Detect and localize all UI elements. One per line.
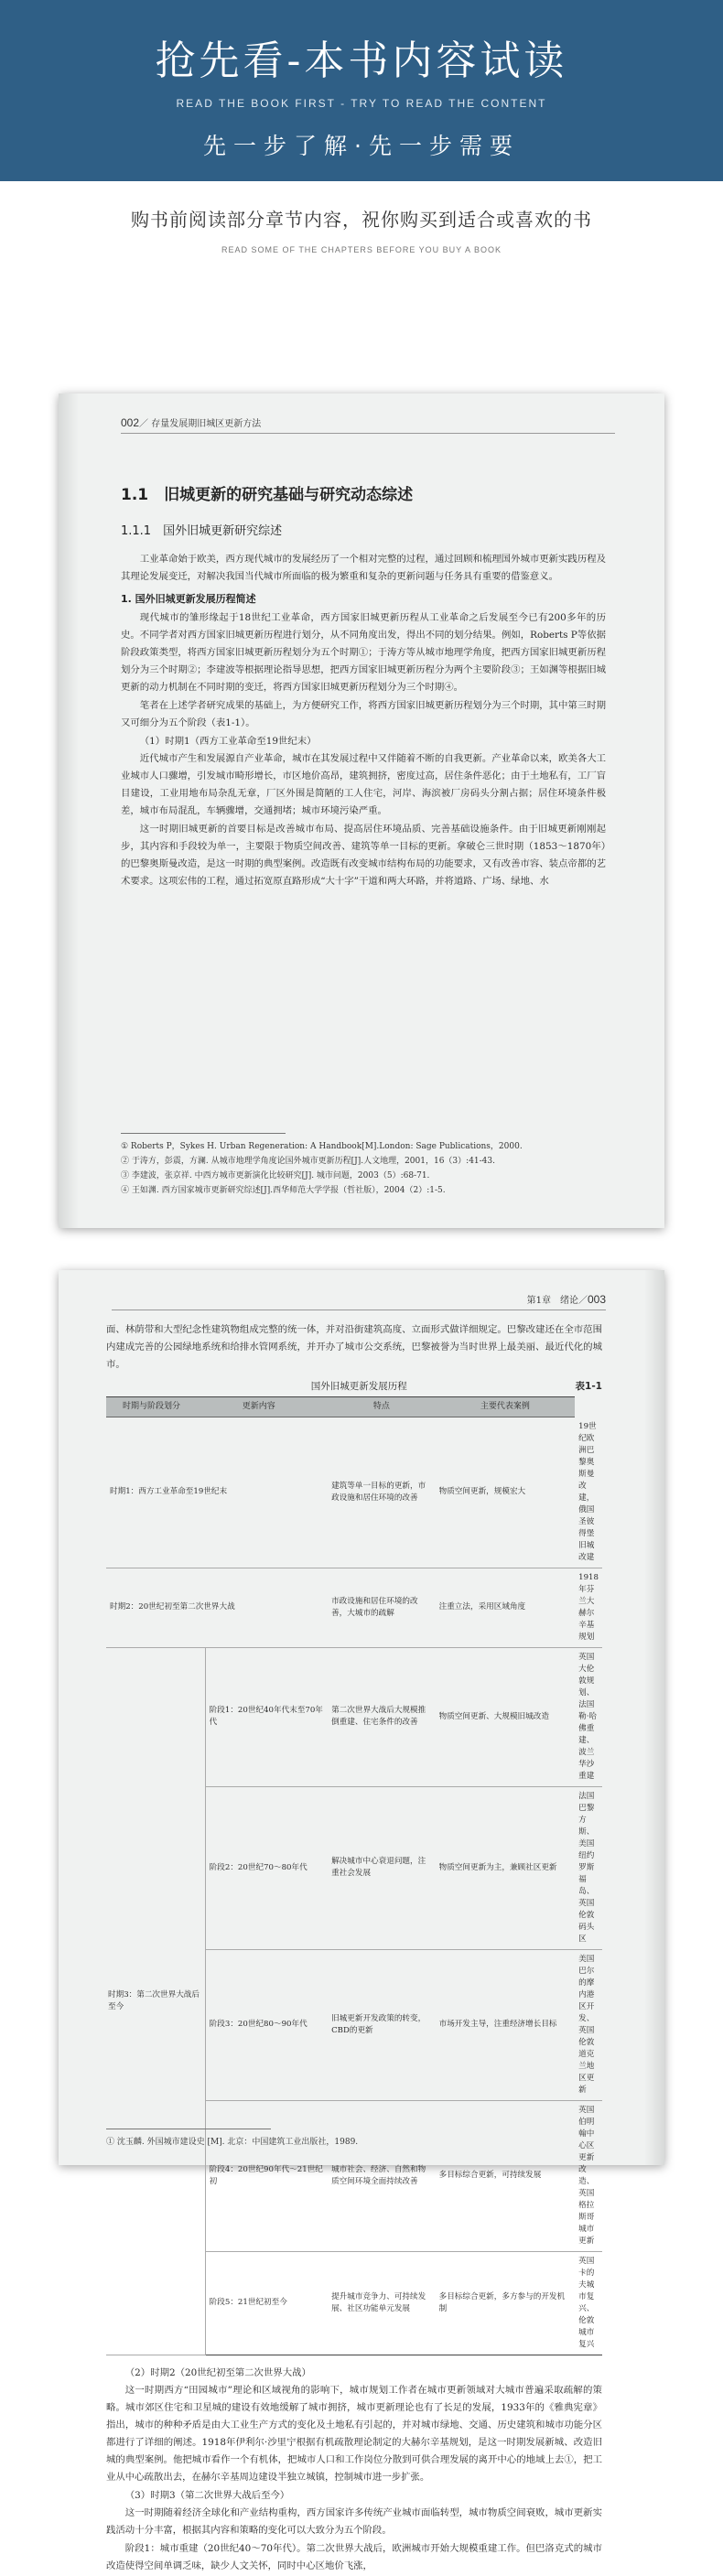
stage-cell: 阶段3：20世纪80～90年代 (205, 1949, 328, 2100)
period-heading: （3）时期3（第二次世界大战后至今） (124, 2489, 290, 2501)
table-caption (106, 1379, 602, 1393)
example-cell: 1918年芬兰大赫尔辛基规划 (575, 1568, 602, 1647)
book-page-003 (59, 1270, 664, 2571)
banner-subtitle: READ THE BOOK FIRST - TRY TO READ THE CONTENT (176, 97, 547, 110)
intro-text: 购书前阅读部分章节内容，祝你购买到适合或喜欢的书 (131, 209, 592, 231)
table-row (106, 1568, 602, 1647)
table-title: 国外旧城更新发展历程 (310, 1381, 407, 1392)
paragraph: 笔者在上述学者研究成果的基础上，为方便研究工作，将西方国家旧城更新历程划分为三个时期，其中第三时期又可细分为五个阶段（表1-1）。 (121, 700, 606, 728)
table-row (106, 1647, 602, 1786)
footnotes (121, 1133, 606, 1198)
example-cell: 法国巴黎方斯、美国纽约罗斯福岛、英国伦敦码头区 (575, 1786, 602, 1949)
footnote: ① 沈玉麟. 外国城市建设史 [M]. 北京：中国建筑工业出版社，1989. (106, 2138, 359, 2147)
table-header-row (106, 1397, 602, 1417)
running-title: 第1章 绪论／ (526, 1296, 588, 1306)
period-cell: 时期1：西方工业革命至19世纪末 (106, 1417, 328, 1568)
paragraph: 这一时期西方“田园城市”理论和区域视角的影响下，城市规划工作者在城市更新领域对大城市普遍采取疏解的策略。城市郊区住宅和卫星城的建设有效地缓解了城市拥挤，城市更新理论也有了长足的发展，1933年的《雅典宪章》指出，城市的种种矛盾是由大工业生产方式的变化及土地私有引起的，并对城市绿地、交通、历史建筑和城市功能分区都进行了详细的阐述。1918年伊利尔·沙里宁根据有机疏散理论制定的大赫尔辛基规划，是这一时期发展新城、改造旧城的典型案例。他把城市看作一个有机体，把城市人口和工作岗位分散到可供合理发展的离开中心的地域上去①，把工业从中心疏散出去，在赫尔辛基周边建设半独立城镇，控制城市进一步扩张。 (106, 2384, 602, 2483)
table-number: 表1-1 (575, 1381, 602, 1392)
content-cell: 市政设施和居住环境的改善，大城市的疏解 (328, 1568, 436, 1647)
feature-cell: 多目标综合更新，可持续发展 (436, 2100, 576, 2251)
topic-heading: 1. 国外旧城更新发展历程简述 (121, 593, 256, 605)
running-title: 存量发展期旧城区更新方法 (151, 419, 262, 429)
example-cell: 英国大伦敦规划、法国勒·哈佛重建、波兰华沙重建 (575, 1647, 602, 1786)
example-cell: 英国卡的夫城市复兴、伦敦城市复兴 (575, 2251, 602, 2355)
content-cell: 建筑等单一目标的更新，市政设施和居住环境的改善 (328, 1417, 436, 1568)
feature-cell: 物质空间更新，规模宏大 (436, 1417, 576, 1568)
stage-cell: 阶段4：20世纪90年代～21世纪初 (205, 2100, 328, 2251)
feature-cell: 物质空间更新为主，兼顾社区更新 (436, 1786, 576, 1949)
feature-cell: 多目标综合更新，多方参与的开发机制 (436, 2251, 576, 2355)
content-cell: 提升城市竞争力、可持续发展、社区功能单元发展 (328, 2251, 436, 2355)
feature-cell: 物质空间更新、大规模旧城改造 (436, 1647, 576, 1786)
paragraph: 近代城市产生和发展源自产业革命，城市在其发展过程中又伴随着不断的自我更新。产业革命以来，欧美各大工业城市人口骤增，引发城市畸形增长，市区地价高昂，建筑拥挤，密度过高，居住条件恶化；由于土地私有，工厂盲目建设，工业用地布局杂乱无章，厂区外围是简陋的工人住宅，河岸、海滨被厂房码头分割占据；居住环境条件极差，城市布局混乱，车辆骤增，交通拥堵；城市环境污染严重。 (121, 753, 606, 816)
stage-cell: 阶段2：20世纪70～80年代 (205, 1786, 328, 1949)
paragraph: 面、林荫带和大型纪念性建筑物组成完整的统一体，并对沿街建筑高度、立面形式做详细规定。巴黎改建还在全市范围内建成完善的公园绿地系统和给排水管网系统，并开办了城市公交系统，巴黎被誉为当时世界上最美丽、最近代化的城市。 (106, 1324, 602, 1370)
running-header: 002／ 存量发展期旧城区更新方法 (121, 415, 615, 434)
content-cell: 第二次世界大战后大规模推倒重建、住宅条件的改善 (328, 1647, 436, 1786)
period-cell: 时期2：20世纪初至第二次世界大战 (106, 1568, 328, 1647)
page-body (121, 481, 606, 891)
paragraph: 这一时期旧城更新的首要目标是改善城市布局、提高居住环境品质、完善基础设施条件。由于旧城更新刚刚起步，其内容和手段较为单一，主要限于物质空间改善、建筑等单一目标的更新。拿破仑三世时期（1853～1870年）的巴黎奥斯曼改造，是这一时期的典型案例。改造既有改变城市结构布局的功能要求，又有改善市容、装点帝都的艺术要求。这项宏伟的工程，通过拓宽原直路形成“大十字”干道和两大环路，并将道路、广场、绿地、水 (121, 824, 606, 887)
content-cell: 解决城市中心衰退问题，注重社会发展 (328, 1786, 436, 1949)
page-number: 003 (587, 1293, 606, 1306)
table-header: 主要代表案例 (436, 1397, 576, 1417)
subsection-heading: 1.1.1 国外旧城更新研究综述 (121, 524, 283, 538)
content-cell: 城市社会、经济、自然和物质空间环境全面持续改善 (328, 2100, 436, 2251)
footnote: ① Roberts P，Sykes H. Urban Regeneration: A Handbook[M].London: Sage Publications，2000. (121, 1142, 523, 1151)
example-cell: 19世纪欧洲巴黎奥斯曼改建，俄国圣彼得堡旧城改建 (575, 1417, 602, 1568)
paragraph: 这一时期随着经济全球化和产业结构重构，西方国家许多传统产业城市面临转型，城市物质空间衰败，城市更新实践活动十分丰富，根据其内容和策略的变化可以大致分为五个阶段。 (106, 2506, 602, 2536)
period3-label: 时期3：第二次世界大战后至今 (106, 1647, 205, 2355)
history-table (106, 1396, 602, 2355)
feature-cell: 市场开发主导，注重经济增长目标 (436, 1949, 576, 2100)
page-body (106, 1321, 602, 2576)
table-header: 特点 (328, 1397, 436, 1417)
feature-cell: 注重立法，采用区域角度 (436, 1568, 576, 1647)
banner-title: 抢先看-本书内容试读 (155, 38, 568, 84)
footnotes (106, 2129, 602, 2150)
book-page-002 (59, 393, 664, 1228)
paragraph: 现代城市的雏形缘起于18世纪工业革命，西方国家旧城更新历程从工业革命之后发展至今已有200多年的历史。不同学者对西方国家旧城更新历程进行划分，从不同角度出发，得出不同的划分结果。例如，Roberts P等依据阶段政策类型，将西方国家旧城更新历程划分为五个时期①；于涛方等从城市地理学角度，把西方国家旧城更新历程划分为三个时期②；李建波等根据理论指导思想，把西方国家旧城更新历程分为两个主要阶段③；王如渊等根据旧城更新的动力机制在不同时期的变迁，将西方国家旧城更新历程划分为三个时期④。 (121, 612, 606, 693)
intro-english: READ SOME OF THE CHAPTERS BEFORE YOU BUY A BOOK (221, 245, 502, 254)
section-heading: 1.1 旧城更新的研究基础与研究动态综述 (121, 486, 414, 504)
table-header: 时期与阶段划分 更新内容 (106, 1397, 328, 1417)
period-heading: （2）时期2（20世纪初至第二次世界大战） (124, 2366, 311, 2378)
footnote: ④ 王如渊. 西方国家城市更新研究综述[J].西华师范大学学报（哲社版），2004（2）:1-5. (121, 1186, 446, 1195)
stage-cell: 阶段5：21世纪初至今 (205, 2251, 328, 2355)
footnote: ③ 李建波，张京祥. 中西方城市更新演化比较研究[J]. 城市问题，2003（5）:68-71. (121, 1171, 430, 1180)
preview-banner (0, 0, 723, 181)
paragraph: 工业革命始于欧美，西方现代城市的发展经历了一个相对完整的过程，通过回顾和梳理国外城市更新实践历程及其理论发展变迁，对解决我国当代城市所面临的极为繁重和复杂的更新问题与任务具有重要的借鉴意义。 (121, 554, 606, 582)
banner-slogan: 先一步了解·先一步需要 (203, 133, 520, 159)
period-heading: （1）时期1（西方工业革命至19世纪末） (139, 736, 317, 747)
footnote: ② 于涛方，彭震，方澜. 从城市地理学角度论国外城市更新历程[J].人文地理，2001，16（3）:41-43. (121, 1157, 495, 1166)
stage-cell: 阶段1：20世纪40年代末至70年代 (205, 1647, 328, 1786)
paragraph: 阶段1：城市重建（20世纪40～70年代）。第二次世界大战后，欧洲城市开始大规模重建工作。但巴洛克式的城市改造使得空间单调乏味，缺少人文关怀，同时中心区地价飞涨， (106, 2542, 602, 2571)
footnote-rule (121, 1133, 286, 1134)
content-cell: 旧城更新开发政策的转变，CBD的更新 (328, 1949, 436, 2100)
running-header (112, 1292, 606, 1310)
page-number: 002 (121, 416, 140, 429)
example-cell: 英国伯明翰中心区更新改造、英国格拉斯哥城市更新 (575, 2100, 602, 2251)
example-cell: 美国巴尔的摩内港区开发、英国伦敦道克兰地区更新 (575, 1949, 602, 2100)
table-row (106, 1417, 602, 1568)
